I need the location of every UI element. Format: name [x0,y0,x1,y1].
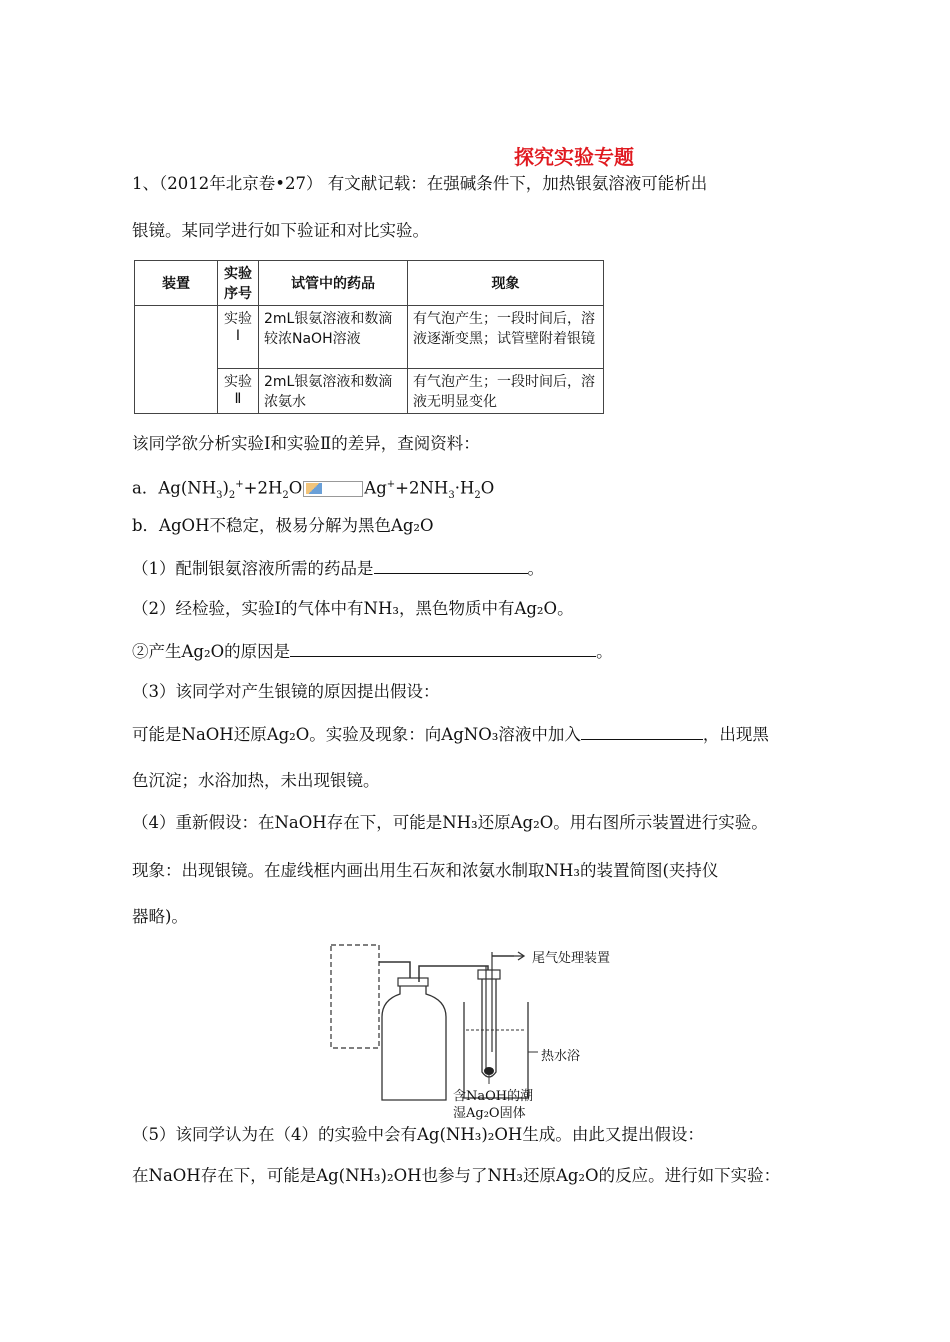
tail-gas-label: 尾气处理装置 [532,951,611,966]
exp-id-cell: 实验Ⅰ [218,306,259,369]
question-5b: 在NaOH存在下，可能是Ag(NH₃)₂OH也参与了NH₃还原Ag₂O的反应。进行如下实验： [132,1166,781,1185]
question-3: （3）该同学对产生银镜的原因提出假设： [132,682,440,701]
phenomenon-cell: 有气泡产生；一段时间后，溶液逐渐变黑；试管壁附着银镜 [408,306,604,369]
header-exp-no: 实验序号 [218,261,259,306]
test-tube-stopper [478,970,500,979]
equation-a: a．$Ag(NH_3)_2^++2H_2O$ $Ag^++2NH_3\cdot H_2O$ [132,478,495,501]
experiment-table [134,260,604,414]
answer-blank-3[interactable] [581,723,703,740]
question-4b: 现象：出现银镜。在虚线框内画出用生石灰和浓氨水制取NH₃的装置简图(夹持仪 [132,861,719,880]
bottle-stopper [398,978,428,986]
dashed-drawing-box [331,945,379,1048]
exp-id-cell: 实验Ⅱ [218,369,259,414]
table-header-row [135,261,604,306]
solid-label-line1: 含NaOH的潮 [453,1089,534,1104]
reversible-arrow-image [303,481,363,497]
question-4c: 器略)。 [132,907,188,926]
table-row [135,306,604,369]
question-5: （5）该同学认为在（4）的实验中会有Ag(NH₃)₂OH生成。由此又提出假设： [132,1125,704,1144]
apparatus-cell [135,306,218,414]
test-tube [482,978,496,1077]
question-1: （1）配制银氨溶液所需的药品是 。 [132,559,544,578]
question-4: （4）重新假设：在NaOH存在下，可能是NH₃还原Ag₂O。用右图所示装置进行实验。 [132,813,768,832]
header-drugs: 试管中的药品 [259,261,408,306]
question-2: （2）经检验，实验Ⅰ的气体中有NH₃，黑色物质中有Ag₂O。 [132,599,574,618]
analysis-text: 该同学欲分析实验Ⅰ和实验Ⅱ的差异，查阅资料： [132,434,480,453]
header-phenomenon: 现象 [408,261,604,306]
gas-bottle [382,982,446,1100]
solid-label-line2: 湿Ag₂O固体 [453,1106,526,1121]
drug-cell: 2mL银氨溶液和数滴浓氨水 [259,369,408,414]
fact-b: b．AgOH不稳定，极易分解为黑色Ag₂O [132,516,434,535]
question-3b: 色沉淀；水浴加热，未出现银镜。 [132,771,380,790]
apparatus-diagram [328,942,638,1102]
solid-sample [484,1067,494,1075]
hot-water-bath-label: 热水浴 [541,1049,581,1064]
question-2b: ②产生Ag₂O的原因是 。 [132,642,613,661]
answer-blank-1[interactable] [374,557,528,574]
question-intro-line2: 银镜。某同学进行如下验证和对比实验。 [132,221,429,240]
header-apparatus: 装置 [135,261,218,306]
answer-blank-2[interactable] [290,640,596,657]
question-3a: 可能是NaOH还原Ag₂O。实验及现象：向AgNO₃溶液中加入 ，出现黑 [132,725,769,744]
drug-cell: 2mL银氨溶液和数滴较浓NaOH溶液 [259,306,408,369]
question-intro-line1: 1、（2012年北京卷•27） 有文献记载：在强碱条件下，加热银氨溶液可能析出 [132,174,708,193]
phenomenon-cell: 有气泡产生；一段时间后，溶液无明显变化 [408,369,604,414]
page-title: 探究实验专题 [514,145,634,169]
exhaust-arrow [514,952,524,960]
